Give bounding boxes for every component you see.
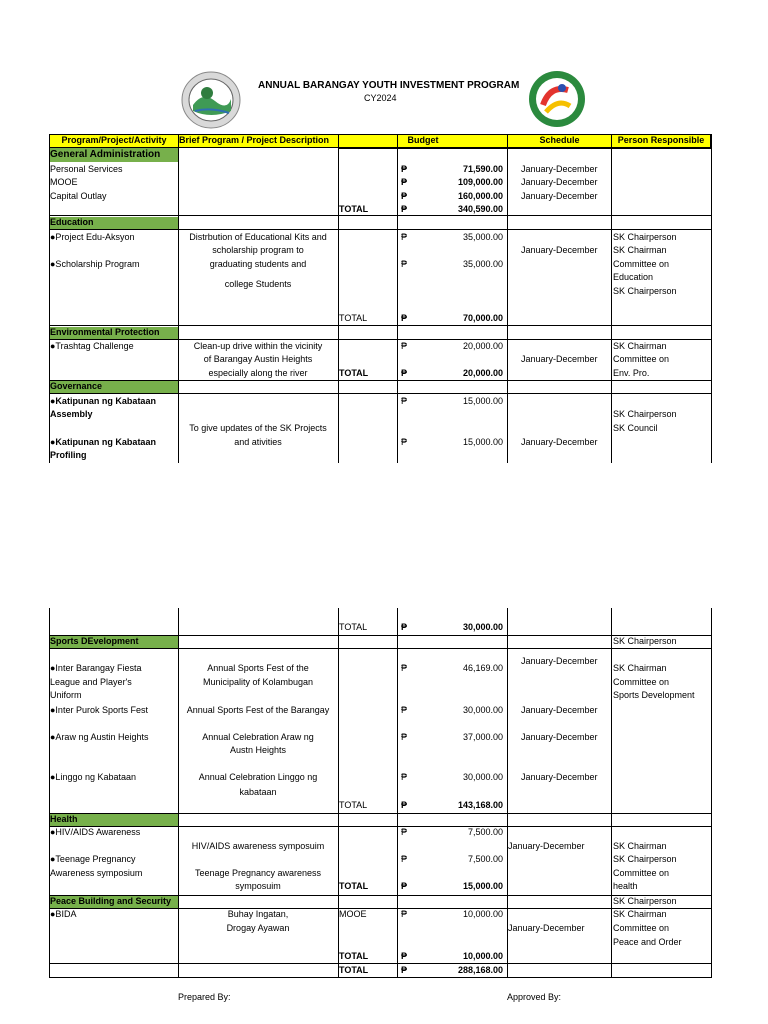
amount-sports-linggo: 30,000.00	[462, 772, 503, 782]
document-title: ANNUAL BARANGAY YOUTH INVESTMENT PROGRAM	[258, 80, 520, 91]
desc-environment: especially along the river	[208, 368, 308, 378]
schedule-sports-fiesta: January-December	[521, 656, 598, 666]
total-label-environment: TOTAL	[339, 368, 369, 378]
amount-kk-profiling: 15,000.00	[462, 437, 503, 447]
item-hiv-aids: ●HIV/AIDS Awareness	[50, 827, 141, 837]
person-sports: SK Chairman	[613, 663, 667, 673]
desc-health-hiv: HIV/AIDS awareness symposuim	[191, 841, 325, 851]
person-education: SK Chairperson	[613, 232, 677, 242]
prepared-by-label: Prepared By:	[178, 992, 231, 1002]
person-peace: Committee on	[613, 923, 670, 933]
schedule-sports-linggo: January-December	[521, 772, 598, 782]
item-capital-outlay: Capital Outlay	[50, 191, 107, 201]
desc-governance: and ativities	[234, 437, 282, 447]
person-sports: Sports Development	[613, 690, 695, 700]
schedule-peace: January-December	[508, 923, 585, 933]
item-linggo-kabataan: ●Linggo ng Kabataan	[50, 772, 137, 782]
desc-sports-araw: Austn Heights	[229, 745, 287, 755]
peso-sign: ₱	[401, 732, 408, 742]
schedule-capital-outlay: January-December	[521, 191, 598, 201]
item-project-edu-aksyon: ●Project Edu-Aksyon	[50, 232, 135, 242]
person-peace: SK Chairperson	[613, 896, 677, 906]
peso-sign: ₱	[401, 663, 408, 673]
person-environment: Env. Pro.	[613, 368, 650, 378]
amount-capital-outlay: 160,000.00	[457, 191, 503, 201]
amount-personal-services: 71,590.00	[462, 164, 503, 174]
peso-sign: ₱	[401, 204, 408, 214]
desc-sports-araw: Annual Celebration Araw ng	[202, 732, 314, 742]
sk-logo	[528, 70, 586, 128]
person-education: Education	[613, 272, 654, 282]
item-kk-profiling: Profiling	[50, 450, 87, 460]
total-environment: 20,000.00	[462, 368, 503, 378]
desc-education: graduating students and	[209, 259, 307, 269]
desc-peace: Drogay Ayawan	[226, 923, 290, 933]
amount-trashtag: 20,000.00	[462, 341, 503, 351]
amount-edu-aksyon: 35,000.00	[462, 232, 503, 242]
grand-total-label: TOTAL	[339, 965, 369, 975]
section-title-governance: Governance	[50, 381, 103, 391]
column-header-budget: Budget	[407, 135, 439, 145]
desc-sports-purok: Annual Sports Fest of the Barangay	[186, 705, 330, 715]
fund-source-peace: MOOE	[339, 909, 367, 919]
peso-sign: ₱	[401, 313, 408, 323]
peso-sign: ₱	[401, 396, 408, 406]
item-trashtag-challenge: ●Trashtag Challenge	[50, 341, 134, 351]
desc-environment: Clean-up drive within the vicinity	[193, 341, 323, 351]
peso-sign: ₱	[401, 772, 408, 782]
amount-sports-araw: 37,000.00	[462, 732, 503, 742]
section-title-environment: Environmental Protection	[50, 327, 160, 337]
peso-sign: ₱	[401, 705, 408, 715]
person-health: health	[613, 881, 638, 891]
schedule-mooe: January-December	[521, 177, 598, 187]
total-label-general-admin: TOTAL	[339, 204, 369, 214]
peso-sign: ₱	[401, 622, 408, 632]
desc-education: college Students	[224, 279, 292, 289]
desc-environment: of Barangay Austin Heights	[203, 354, 313, 364]
peso-sign: ₱	[401, 437, 408, 447]
item-teenage-pregnancy: Awareness symposium	[50, 868, 143, 878]
section-title-health: Health	[50, 814, 78, 824]
peso-sign: ₱	[401, 909, 408, 919]
total-sports: 143,168.00	[457, 800, 503, 810]
item-bida: ●BIDA	[50, 909, 77, 919]
schedule-sports-araw: January-December	[521, 732, 598, 742]
peso-sign: ₱	[401, 259, 408, 269]
grand-total: 288,168.00	[457, 965, 503, 975]
person-peace: Peace and Order	[613, 937, 682, 947]
section-title-sports: Sports DEvelopment	[50, 636, 139, 646]
peso-sign: ₱	[401, 800, 408, 810]
peso-sign: ₱	[401, 965, 408, 975]
column-header-person: Person Responsible	[617, 135, 705, 145]
section-title-general-admin: General Administration	[50, 149, 161, 160]
desc-peace: Buhay Ingatan,	[227, 909, 289, 919]
person-health: SK Chairman	[613, 841, 667, 851]
desc-health-pregnancy: symposuim	[235, 881, 281, 891]
schedule-personal-services: January-December	[521, 164, 598, 174]
total-label-peace: TOTAL	[339, 951, 369, 961]
amount-sports-purok: 30,000.00	[462, 705, 503, 715]
amount-kk-assembly: 15,000.00	[462, 396, 503, 406]
peso-sign: ₱	[401, 177, 408, 187]
total-general-admin: 340,590.00	[457, 204, 503, 214]
desc-sports-fiesta: Annual Sports Fest of the	[207, 663, 309, 673]
document-year: CY2024	[364, 93, 397, 103]
person-environment: Committee on	[613, 354, 670, 364]
peso-sign: ₱	[401, 164, 408, 174]
peso-sign: ₱	[401, 827, 408, 837]
amount-sports-fiesta: 46,169.00	[462, 663, 503, 673]
peso-sign: ₱	[401, 341, 408, 351]
approved-by-label: Approved By:	[507, 992, 562, 1002]
person-education: SK Chairperson	[613, 286, 677, 296]
person-health: Committee on	[613, 868, 670, 878]
total-label-education: TOTAL	[339, 313, 368, 323]
schedule-governance: January-December	[521, 437, 598, 447]
item-inter-barangay-fiesta: Uniform	[50, 690, 82, 700]
item-mooe: MOOE	[50, 177, 78, 187]
peso-sign: ₱	[401, 232, 408, 242]
desc-health-pregnancy: Teenage Pregnancy awareness	[194, 868, 322, 878]
amount-teenage-pregnancy: 7,500.00	[467, 854, 503, 864]
amount-bida: 10,000.00	[462, 909, 503, 919]
person-environment: SK Chairman	[613, 341, 667, 351]
total-label-sports: TOTAL	[339, 800, 368, 810]
desc-sports-linggo: kabataan	[239, 787, 277, 797]
person-health: SK Chairperson	[613, 854, 677, 864]
peso-sign: ₱	[401, 951, 408, 961]
barangay-seal-logo	[181, 71, 241, 129]
item-araw-austin-heights: ●Araw ng Austin Heights	[50, 732, 149, 742]
peso-sign: ₱	[401, 881, 408, 891]
person-education: SK Chairman	[613, 245, 667, 255]
item-kk-assembly: ●Katipunan ng Kabataan	[50, 396, 156, 406]
item-personal-services: Personal Services	[50, 164, 123, 174]
item-kk-assembly: Assembly	[50, 409, 93, 419]
desc-sports-linggo: Annual Celebration Linggo ng	[198, 772, 318, 782]
schedule-health: January-December	[508, 841, 585, 851]
peso-sign: ₱	[401, 368, 408, 378]
item-teenage-pregnancy: ●Teenage Pregnancy	[50, 854, 136, 864]
amount-scholarship: 35,000.00	[462, 259, 503, 269]
total-label-health: TOTAL	[339, 881, 369, 891]
peso-sign: ₱	[401, 854, 408, 864]
peso-sign: ₱	[401, 191, 408, 201]
schedule-sports-purok: January-December	[521, 705, 598, 715]
desc-governance: To give updates of the SK Projects	[189, 423, 327, 433]
total-health: 15,000.00	[462, 881, 503, 891]
desc-education: scholarship program to	[212, 245, 304, 255]
total-governance: 30,000.00	[462, 622, 503, 632]
item-inter-barangay-fiesta: ●Inter Barangay Fiesta	[50, 663, 142, 673]
item-inter-barangay-fiesta: League and Player's	[50, 677, 132, 687]
desc-education: Distrbution of Educational Kits and	[189, 232, 327, 242]
desc-sports-fiesta: Municipality of Kolambugan	[202, 677, 314, 687]
item-inter-purok-sports: ●Inter Purok Sports Fest	[50, 705, 148, 715]
column-header-schedule: Schedule	[539, 135, 580, 145]
total-education: 70,000.00	[462, 313, 503, 323]
total-peace: 10,000.00	[462, 951, 503, 961]
amount-mooe: 109,000.00	[457, 177, 503, 187]
schedule-environment: January-December	[521, 354, 598, 364]
column-header-description: Brief Program / Project Description	[179, 135, 330, 145]
person-governance: SK Chairperson	[613, 409, 677, 419]
person-education: Committee on	[613, 259, 670, 269]
amount-hiv-aids: 7,500.00	[467, 827, 503, 837]
person-peace: SK Chairman	[613, 909, 667, 919]
person-governance: SK Council	[613, 423, 658, 433]
schedule-education: January-December	[521, 245, 598, 255]
person-sports: Committee on	[613, 677, 670, 687]
column-header-program: Program/Project/Activity	[61, 135, 167, 145]
section-title-education: Education	[50, 217, 94, 227]
person-sports: SK Chairperson	[613, 636, 677, 646]
total-label-governance: TOTAL	[339, 622, 368, 632]
item-kk-profiling: ●Katipunan ng Kabataan	[50, 437, 156, 447]
section-title-peace: Peace Building and Security	[50, 896, 172, 906]
item-scholarship-program: ●Scholarship Program	[50, 259, 140, 269]
